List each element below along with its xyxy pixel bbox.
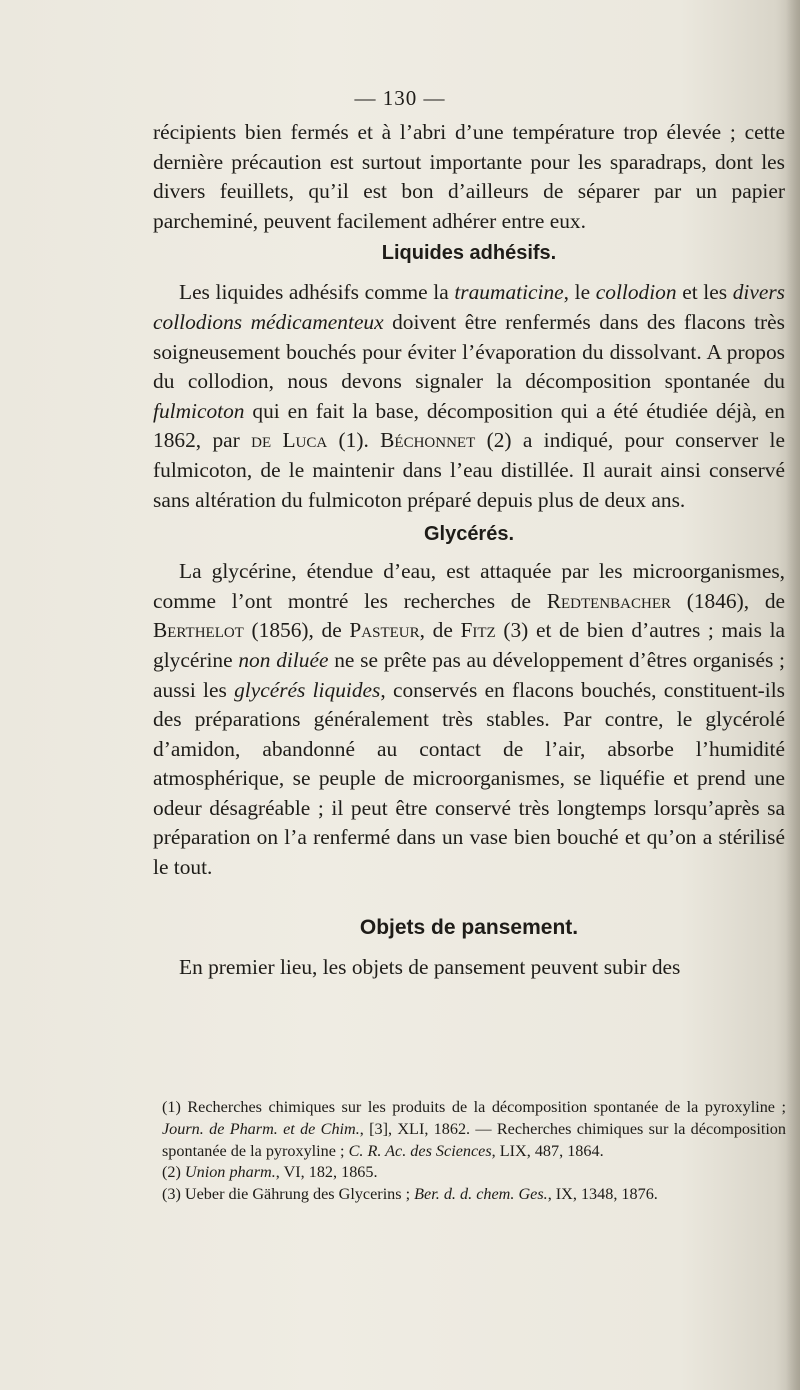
footnote-3: (3) Ueber die Gährung des Glycerins ; Ber. d. d. chem. Ges., IX, 1348, 1876.: [162, 1185, 658, 1204]
heading-glyceres: Glycérés.: [423, 523, 515, 546]
paragraph-liquides-adhesifs: Les liquides adhésifs comme la traumaticine, le collodion et les divers collodions médicamenteux doivent être renfermés dans des flacons très soigneusement bouchés pour éviter l’évaporation du dissolvant. A propos du collodion, nous devons signaler la décomposition spontanée du fulmicoton qui en fait la base, décomposition qui a été étudiée déjà, en 1862, par de Luca (1). Béchonnet (2) a indiqué, pour conserver le fulmicoton, de le maintenir dans l’eau distillée. Il aurait ainsi conservé sans altération du fulmicoton préparé depuis plus de deux ans.: [153, 280, 785, 512]
term-glyceres-liquides: glycérés liquides: [234, 677, 381, 702]
paragraph-objets-de-pansement: En premier lieu, les objets de pansement peuvent subir des: [179, 954, 681, 979]
term-non-diluee: non diluée: [238, 647, 329, 672]
author-bechonnet: Béchonnet: [380, 428, 476, 453]
term-collodion: collodion: [595, 280, 677, 305]
footnote-2: (2) Union pharm., VI, 182, 1865.: [162, 1163, 378, 1182]
author-berthelot: Berthelot: [153, 618, 244, 643]
heading-liquides-adhesifs: Liquides adhésifs.: [381, 242, 557, 265]
term-collodions: divers collodions médicamenteux: [153, 280, 785, 334]
author-fitz: Fitz: [460, 618, 496, 643]
footnote-1: (1) Recherches chimiques sur les produits de la décomposition spontanée de la pyroxyline ; Journ. de Pharm. et de Chim., [3], XLI, 1862. — Recherches chimiques sur la décomposition spontanée de la pyroxyline ; C. R. Ac. des Sciences, LIX, 487, 1864.: [162, 1098, 786, 1160]
author-de-luca: de Luca: [251, 428, 328, 453]
page-number: — 130 —: [354, 86, 446, 110]
intro-paragraph: récipients bien fermés et à l’abri d’une température trop élevée ; cette dernière précaution est surtout importante pour les sparadraps, dont les divers feuillets, qu’il est bon d’ailleurs de séparer par un papier parcheminé, peuvent facilement adhérer entre eux.: [153, 120, 785, 233]
term-traumaticine: traumaticine: [454, 280, 564, 305]
author-redtenbacher: Redtenbacher: [546, 588, 671, 613]
paragraph-glyceres: La glycérine, étendue d’eau, est attaquée par les microorganismes, comme l’ont montré les recherches de Redtenbacher (1846), de Berthelot (1856), de Pasteur, de Fitz (3) et de bien d’autres ; mais la glycérine non diluée ne se prête pas au développement d’êtres organisés ; aussi les glycérés liquides, conservés en flacons bouchés, constituent-ils des préparations généralement très stables. Par contre, le glycérolé d’amidon, abandonné au contact de l’air, absorbe l’humidité atmosphérique, se peuple de microorganismes, se liquéfie et prend une odeur désagréable ; il peut être conservé très longtemps lorsqu’après sa préparation on l’a renfermé dans un vase bien bouché et qu’on a stérilisé le tout.: [153, 559, 786, 880]
author-pasteur: Pasteur: [349, 618, 420, 643]
term-fulmicoton: fulmicoton: [153, 398, 245, 423]
footnotes: [162, 1097, 786, 1206]
page-edge-shadow: [786, 0, 800, 1390]
page-body: [153, 118, 785, 982]
heading-objets-de-pansement: Objets de pansement.: [359, 915, 579, 939]
